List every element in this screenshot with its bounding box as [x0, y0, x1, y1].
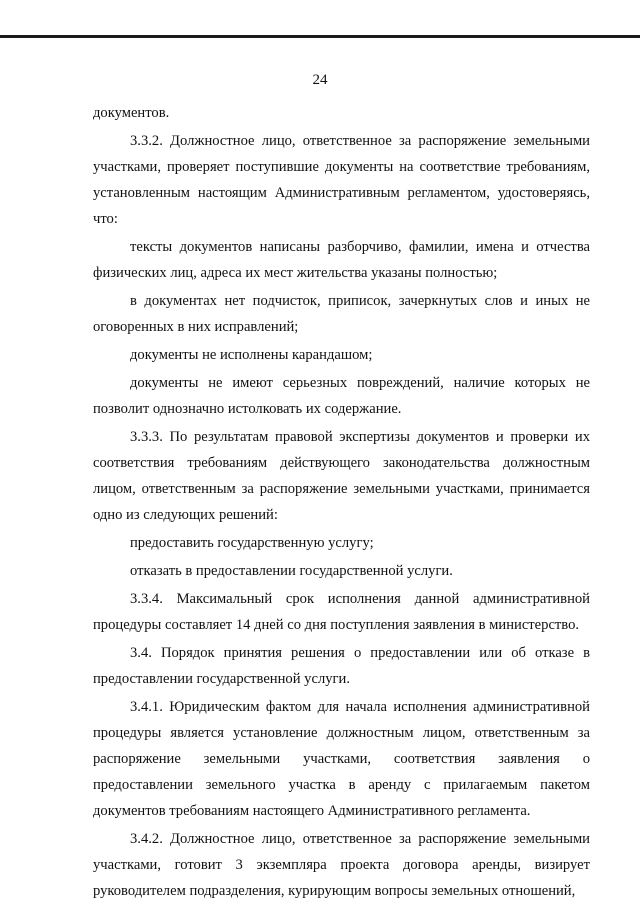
- paragraph-requirement-no-pencil: документы не исполнены карандашом;: [130, 347, 373, 363]
- document-body: [93, 100, 590, 904]
- paragraph-decision-provide: предоставить государственную услугу;: [130, 535, 374, 551]
- paragraph-continuation: документов.: [93, 105, 170, 121]
- paragraph-requirement-no-damage: документы не имеют серьезных повреждений, наличие которых не позволит однозначно истолковать их содержание.: [93, 375, 590, 417]
- paragraph-3-3-2: 3.3.2. Должностное лицо, ответственное за распоряжение земельными участками, проверяет поступившие документы на соответствие требованиям, установленным настоящим Административным регламентом, удостоверяясь, что:: [93, 133, 590, 227]
- paragraph-decision-refuse: отказать в предоставлении государственной услуги.: [130, 563, 453, 579]
- paragraph-3-4-2: 3.4.2. Должностное лицо, ответственное за распоряжение земельными участками, готовит 3 экземпляра проекта договора аренды, визирует руководителем подразделения, курирующим вопросы земельных отношений,: [93, 831, 590, 899]
- top-rule: [0, 35, 640, 38]
- paragraph-3-4-1: 3.4.1. Юридическим фактом для начала исполнения административной процедуры является установление должностным лицом, ответственным за распоряжение земельными участками, соответствия заявления о предоставлении земельного участка в аренду с прилагаемым пакетом документов требованиям настоящего Административного регламента.: [93, 699, 590, 819]
- paragraph-requirement-legible: тексты документов написаны разборчиво, фамилии, имена и отчества физических лиц, адреса их мест жительства указаны полностью;: [93, 239, 590, 281]
- paragraph-3-3-4: 3.3.4. Максимальный срок исполнения данной административной процедуры составляет 14 дней со дня поступления заявления в министерство.: [93, 591, 590, 633]
- paragraph-requirement-no-erasures: в документах нет подчисток, приписок, зачеркнутых слов и иных не оговоренных в них исправлений;: [93, 293, 590, 335]
- page-number: 24: [312, 72, 328, 88]
- paragraph-3-4: 3.4. Порядок принятия решения о предоставлении или об отказе в предоставлении государственной услуги.: [93, 645, 590, 687]
- paragraph-3-3-3: 3.3.3. По результатам правовой экспертизы документов и проверки их соответствия требованиям действующего законодательства должностным лицом, ответственным за распоряжение земельными участками, принимается одно из следующих решений:: [93, 429, 590, 523]
